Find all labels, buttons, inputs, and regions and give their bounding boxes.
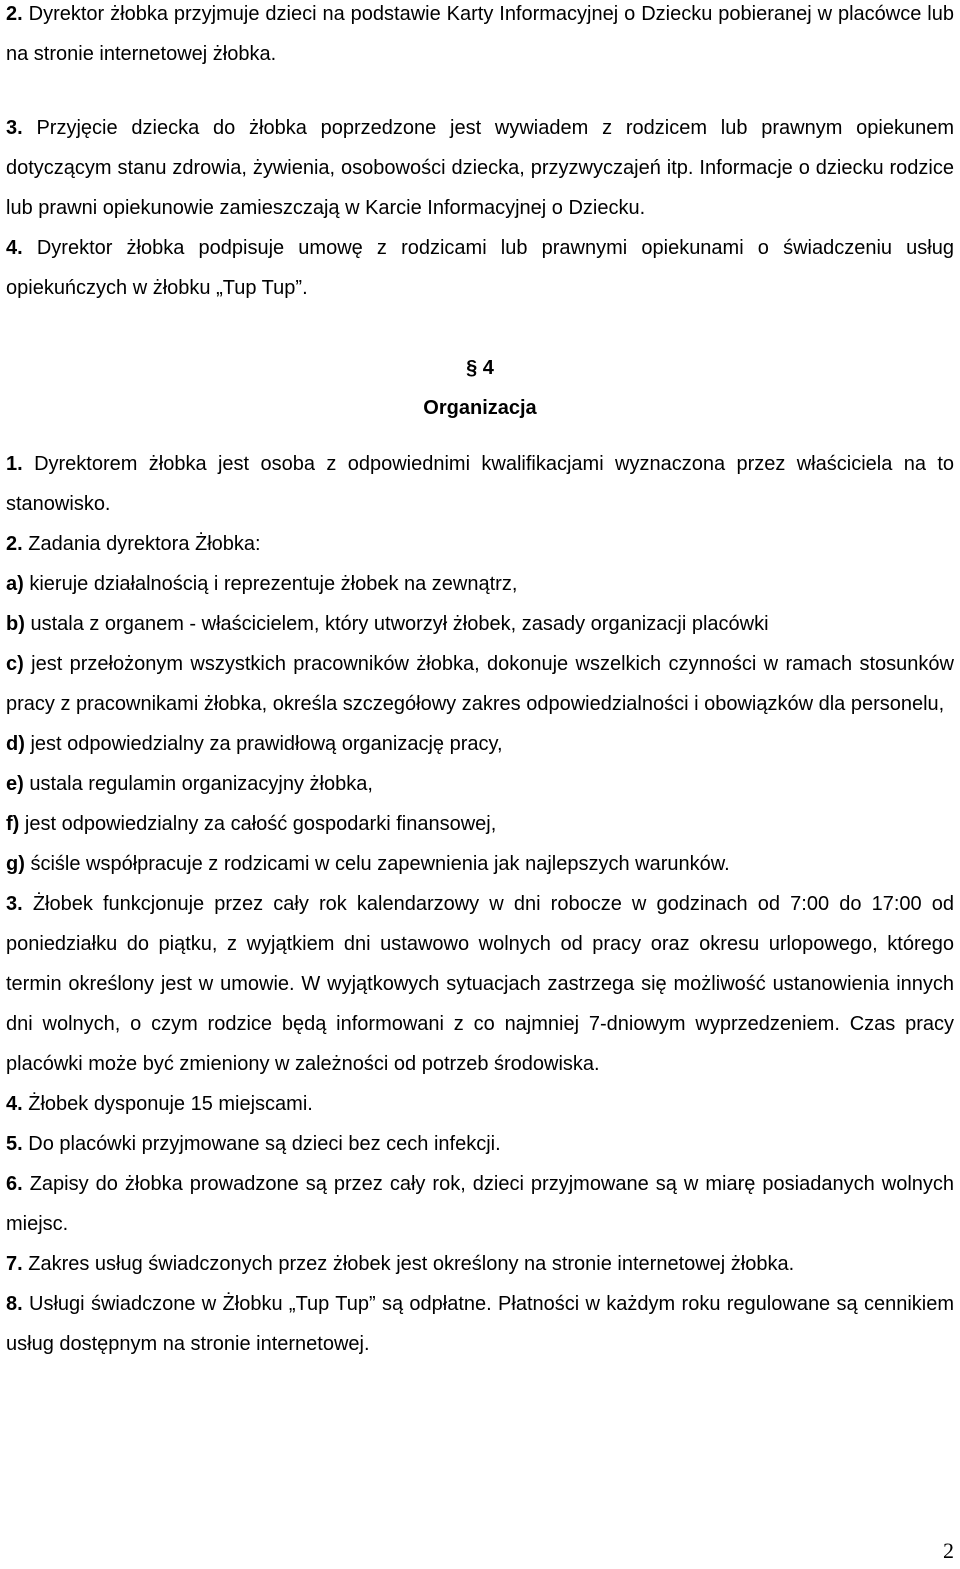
paragraph-number: 7.: [6, 1253, 23, 1275]
task-g: [6, 844, 954, 884]
paragraph-text: Zapisy do żłobka prowadzone są przez cały rok, dzieci przyjmowane są w miarę posiadanych wolnych miejsc.: [6, 1173, 955, 1235]
paragraph-text: Do placówki przyjmowane są dzieci bez cech infekcji.: [28, 1133, 501, 1155]
paragraph-2: [6, 0, 954, 74]
task-letter: d): [6, 733, 25, 755]
paragraph-number: 3.: [6, 893, 23, 915]
task-letter: f): [6, 813, 20, 835]
paragraph-text: Żłobek dysponuje 15 miejscami.: [28, 1093, 313, 1115]
paragraph-number: 5.: [6, 1133, 23, 1155]
task-text: jest odpowiedzialny za prawidłową organizację pracy,: [30, 733, 503, 755]
paragraph-3: [6, 108, 954, 228]
paragraph-number: 3.: [6, 117, 23, 139]
paragraph-text: Usługi świadczone w Żłobku „Tup Tup” są odpłatne. Płatności w każdym roku regulowane są cennikiem usług dostępnym na stronie internetowej.: [6, 1293, 955, 1355]
page-number: 2: [943, 1538, 954, 1563]
paragraph-number: 2.: [6, 3, 23, 25]
task-a: [6, 564, 954, 604]
org-item-6: [6, 1164, 954, 1244]
paragraph-text: Dyrektorem żłobka jest osoba z odpowiednimi kwalifikacjami wyznaczona przez właściciela na to stanowisko.: [6, 453, 955, 515]
paragraph-number: 4.: [6, 237, 23, 259]
paragraph-number: 6.: [6, 1173, 23, 1195]
section-number: 4: [482, 357, 494, 379]
task-text: ustala z organem - właścicielem, który utworzył żłobek, zasady organizacji placówki: [30, 613, 769, 635]
org-item-4: [6, 1084, 954, 1124]
task-text: jest przełożonym wszystkich pracowników żłobka, dokonuje wszelkich czynności w ramach stosunków pracy z pracownikami żłobka, określa szczegółowy zakres odpowiedzialności i obowiązków dla personelu,: [6, 653, 954, 715]
task-c: [6, 644, 954, 724]
org-item-8: [6, 1284, 954, 1364]
paragraph-text: Zakres usług świadczonych przez żłobek jest określony na stronie internetowej żłobka.: [28, 1253, 795, 1275]
paragraph-text: Dyrektor żłobka podpisuje umowę z rodzicami lub prawnymi opiekunami o świadczeniu usług opiekuńczych w żłobku „Tup Tup”.: [6, 237, 954, 299]
task-letter: c): [6, 653, 24, 675]
org-item-1: [6, 444, 954, 524]
paragraph-text: Przyjęcie dziecka do żłobka poprzedzone jest wywiadem z rodzicem lub prawnym opiekunem dotyczącym stanu zdrowia, żywienia, osobowości dziecka, przyzwyczajeń itp. Informacje o dziecku rodzice lub prawni opiekunowie zamieszczają w Karcie Informacyjnej o Dziecku.: [6, 117, 954, 219]
paragraph-number: 1.: [6, 453, 23, 475]
paragraph-number: 8.: [6, 1293, 23, 1315]
task-letter: a): [6, 573, 24, 595]
task-letter: b): [6, 613, 25, 635]
task-text: kieruje działalnością i reprezentuje żłobek na zewnątrz,: [29, 573, 518, 595]
paragraph-text: Żłobek funkcjonuje przez cały rok kalendarzowy w dni robocze w godzinach od 7:00 do 17:00 od poniedziałku do piątku, z wyjątkiem dni ustawowo wolnych od pracy oraz okresu urlopowego, którego termin określony jest w umowie. W wyjątkowych sytuacjach zastrzega się możliwość ustanowienia innych dni wolnych, o czym rodzice będą informowani z co najmniej 7-dniowym wyprzedzeniem. Czas pracy placówki może być zmieniony w zależności od potrzeb środowiska.: [6, 893, 954, 1075]
task-letter: e): [6, 773, 24, 795]
paragraph-4: [6, 228, 954, 308]
task-text: ściśle współpracuje z rodzicami w celu zapewnienia jak najlepszych warunków.: [30, 853, 730, 875]
section-title: Organizacja: [423, 397, 537, 419]
org-item-7: [6, 1244, 954, 1284]
task-text: jest odpowiedzialny za całość gospodarki finansowej,: [24, 813, 497, 835]
document-page: [6, 0, 954, 1364]
task-b: [6, 604, 954, 644]
task-f: [6, 804, 954, 844]
task-letter: g): [6, 853, 25, 875]
org-item-2: [6, 524, 954, 564]
section-symbol: §: [466, 357, 478, 379]
task-d: [6, 724, 954, 764]
paragraph-number: 2.: [6, 533, 23, 555]
section-heading-number: [6, 348, 954, 388]
paragraph-number: 4.: [6, 1093, 23, 1115]
task-text: ustala regulamin organizacyjny żłobka,: [29, 773, 373, 795]
org-item-3: [6, 884, 954, 1084]
org-item-5: [6, 1124, 954, 1164]
paragraph-text: Zadania dyrektora Żłobka:: [28, 533, 261, 555]
task-e: [6, 764, 954, 804]
paragraph-text: Dyrektor żłobka przyjmuje dzieci na podstawie Karty Informacyjnej o Dziecku pobieranej w placówce lub na stronie internetowej żłobka.: [6, 3, 954, 65]
